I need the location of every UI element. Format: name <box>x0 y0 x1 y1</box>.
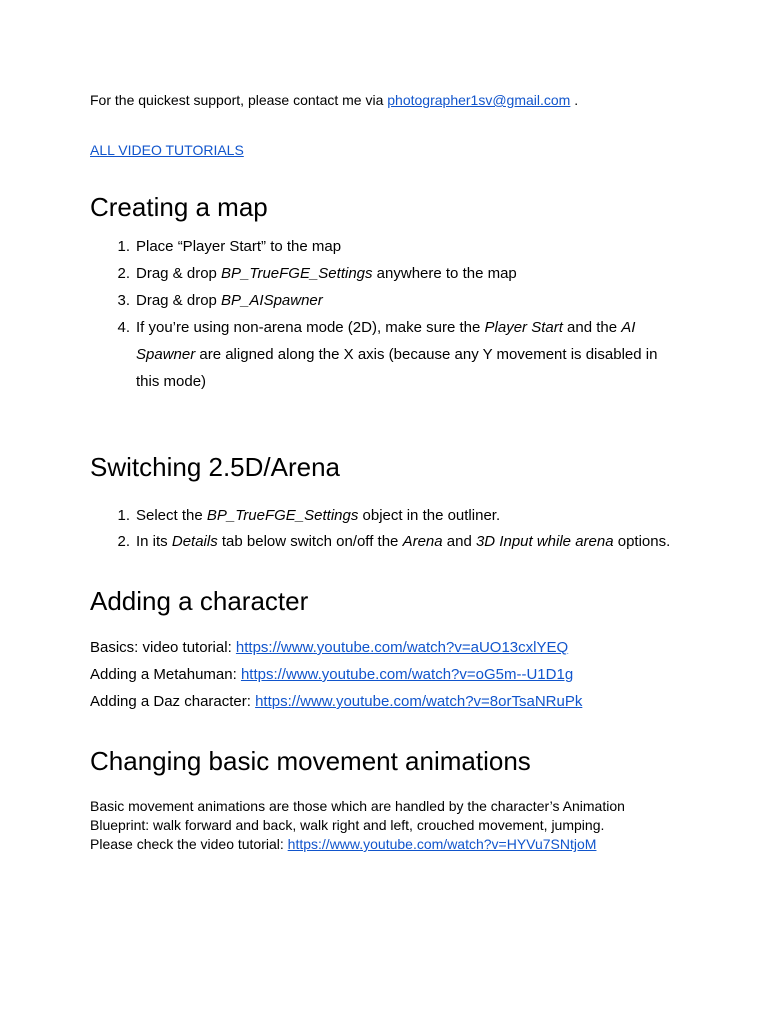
all-tutorials-link[interactable]: ALL VIDEO TUTORIALS <box>90 142 244 158</box>
step-text-part: tab below switch on/off the <box>217 533 403 550</box>
support-line <box>90 91 578 110</box>
step-text-part: Select the <box>136 507 207 524</box>
step-text-part: anywhere to the map <box>372 265 517 282</box>
row-label: Basics: video tutorial: <box>90 639 236 656</box>
movement-link-label: Please check the video tutorial: <box>90 836 288 852</box>
movement-paragraph-line <box>90 835 596 854</box>
step-text <box>136 528 670 555</box>
switching-heading: Switching 2.5D/Arena <box>90 452 341 482</box>
all-tutorials-line <box>90 141 244 160</box>
list-number: 2. <box>117 265 130 282</box>
step-text-part: options. <box>613 533 671 550</box>
daz-video-link[interactable]: https://www.youtube.com/watch?v=8orTsaNRuPk <box>255 693 583 710</box>
step-text-part: Drag & drop <box>136 265 222 282</box>
step-text-part: If you’re using non-arena mode (2D), make sure the <box>136 319 485 336</box>
support-text: For the quickest support, please contact me via <box>90 92 388 108</box>
row-label: Adding a Daz character: <box>90 693 256 710</box>
support-suffix: . <box>570 92 579 108</box>
step-text-italic: Player Start <box>484 319 563 336</box>
step-text-part: and the <box>562 319 622 336</box>
character-row <box>90 638 568 658</box>
step-text-italic: BP_TrueFGE_Settings <box>221 265 373 282</box>
step-text-italic: BP_TrueFGE_Settings <box>206 507 359 524</box>
list-number: 3. <box>117 292 130 309</box>
movement-video-link[interactable]: https://www.youtube.com/watch?v=HYVu7SNtjoM <box>287 836 597 852</box>
creating-map-heading: Creating a map <box>90 192 268 222</box>
step-text-part: and <box>442 533 476 550</box>
step-text-part: In its <box>136 533 172 550</box>
character-row <box>90 665 573 685</box>
list-number: 1. <box>117 238 130 255</box>
list-number: 2. <box>117 533 130 550</box>
step-text-part: are aligned along the X axis (because any Y movement is disabled in <box>195 346 658 363</box>
step-text-italic: Arena <box>402 533 443 550</box>
movement-heading: Changing basic movement animations <box>90 746 531 776</box>
step-text <box>136 314 635 341</box>
metahuman-video-link[interactable]: https://www.youtube.com/watch?v=oG5m--U1D1g <box>240 666 574 683</box>
character-row <box>90 692 582 712</box>
step-text <box>136 260 517 287</box>
step-text <box>136 341 657 368</box>
step-text-italic: BP_AISpawner <box>221 292 323 309</box>
step-text-italic: Details <box>171 533 218 550</box>
step-text-italic: Spawner <box>136 346 196 363</box>
movement-paragraph-line: Basic movement animations are those which are handled by the character’s Animation <box>90 798 625 814</box>
support-email-link[interactable]: photographer1sv@gmail.com <box>387 92 571 108</box>
list-number: 4. <box>117 319 130 336</box>
basics-video-link[interactable]: https://www.youtube.com/watch?v=aUO13cxlYEQ <box>235 639 569 656</box>
step-text-italic: AI <box>621 319 636 336</box>
step-text: this mode) <box>136 373 207 390</box>
step-text <box>136 502 500 529</box>
row-label: Adding a Metahuman: <box>90 666 241 683</box>
adding-character-heading: Adding a character <box>90 586 309 616</box>
step-text-part: Drag & drop <box>136 292 222 309</box>
list-number: 1. <box>117 507 130 524</box>
movement-paragraph-line: Blueprint: walk forward and back, walk right and left, crouched movement, jumping. <box>90 817 605 833</box>
step-text-part: object in the outliner. <box>358 507 501 524</box>
step-text: Place “Player Start” to the map <box>136 238 342 255</box>
step-text-italic: 3D Input while arena <box>475 533 614 550</box>
step-text <box>136 287 323 314</box>
